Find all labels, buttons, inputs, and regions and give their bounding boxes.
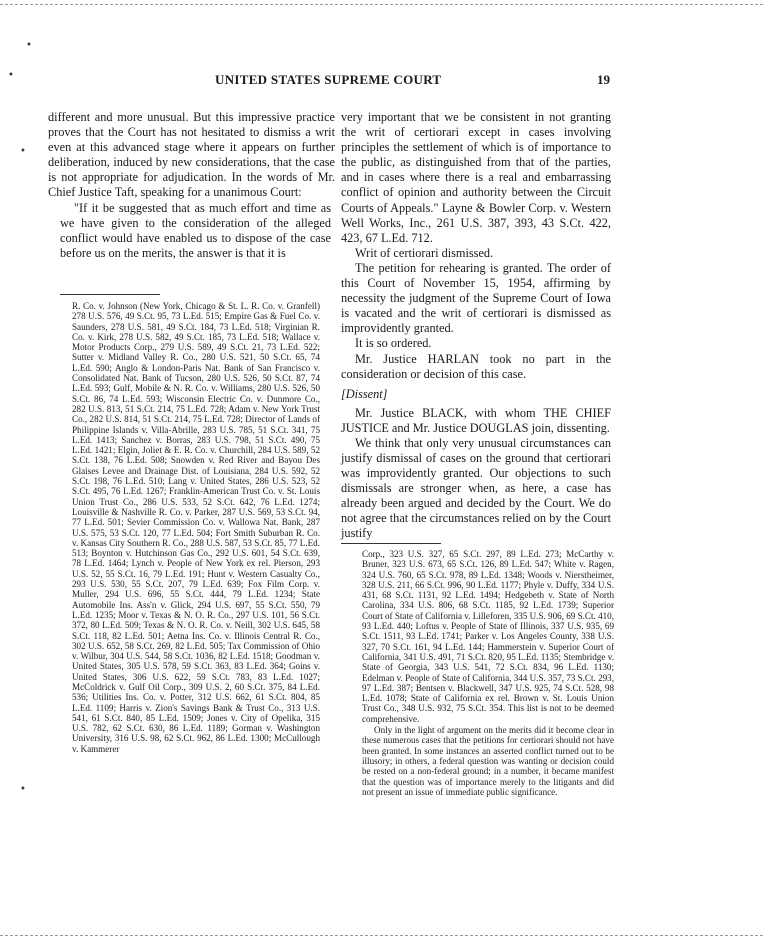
dissent-label: [Dissent] [341,386,388,401]
opinion-paragraph: It is so ordered. [355,336,432,351]
footnote-right-continuation: Only in the light of argument on the merits did it become clear in these numerous cases that the petitions for certiorari should not have been granted. In some instances an asserted conflict turned out to be illusory; in others, a federal question was wanting or decision could be rested on a non-federal ground; in a number, it became manifest that the question was of importance merely to the litigants and did not present an issue of immediate public significance. [362,725,614,797]
dissent-paragraph: We think that only very unusual circumstances can justify dismissal of cases on the ground that certiorari was improvidently granted. Our objections to such dismissals are stronger when, as here, a case has already been argued and decided by the Court. We do not agree that the circumstances relied on by the Court justify [341,435,611,541]
margin-mark: • [8,70,14,81]
margin-mark: • [20,784,26,795]
page-number: 19 [597,72,610,87]
opinion-paragraph: Writ of certiorari dismissed. [355,245,494,260]
right-column [341,110,611,542]
footnote-right-block [362,549,614,797]
margin-mark: • [26,40,32,51]
left-column [48,110,335,261]
footnote-rule [341,543,441,544]
bottom-dashed-border [0,935,763,936]
footnote-rule [60,294,160,295]
opinion-paragraph: very important that we be consistent in not granting the writ of certiorari except in cases involving principles the settlement of which is of importance to the public, as distinguished from that of the parties, and in cases where there is a real and embarrassing conflict of opinion and authority between the Circuit Courts of Appeals." Layne & Bowler Corp. v. Western Well Works, Inc., 261 U.S. 387, 393, 43 S.Ct. 422, 423, 67 L.Ed. 712. [341,110,611,245]
top-dashed-border [0,4,763,5]
running-head: UNITED STATES SUPREME COURT [215,72,442,87]
quotation-paragraph: "If it be suggested that as much effort and time as we have given to the consideration of the alleged conflict would have enabled us to dispose of the case before us on the merits, the answer is that it is [60,200,331,260]
opinion-paragraph: different and more unusual. But this impressive practice proves that the Court has not hesitated to dismiss a writ even at this advanced stage where it appears on further deliberation, induced by new considerations, that the case is not appropriate for adjudication. In the words of Mr. Chief Justice Taft, speaking for a unanimous Court: [48,110,335,200]
page-header [0,72,763,92]
margin-mark: • [20,146,26,157]
footnote-right: Corp., 323 U.S. 327, 65 S.Ct. 297, 89 L.Ed. 273; McCarthy v. Bruner, 323 U.S. 673, 65 S.Ct. 126, 89 L.Ed. 547; White v. Ragen, 324 U.S. 760, 65 S.Ct. 978, 89 L.Ed. 1348; Woods v. Nierstheimer, 328 U.S. 211, 66 S.Ct. 996, 90 L.Ed. 1177; Phyle v. Duffy, 334 U.S. 431, 68 S.Ct. 1131, 92 L.Ed. 1494; Hedgebeth v. State of North Carolina, 334 U.S. 806, 68 S.Ct. 1185, 92 L.Ed. 1739; Superior Court of State of California v. Lilleforen, 335 U.S. 906, 69 S.Ct. 410, 93 L.Ed. 440; Loftus v. People of State of Illinois, 337 U.S. 935, 69 S.Ct. 1511, 93 L.Ed. 1741; Parker v. Los Angeles County, 338 U.S. 327, 70 S.Ct. 161, 94 L.Ed. 144; Hammerstein v. Superior Court of California, 341 U.S. 491, 71 S.Ct. 820, 95 L.Ed. 1135; Stembridge v. State of Georgia, 343 U.S. 541, 72 S.Ct. 834, 96 L.Ed. 1130; Edelman v. People of State of California, 344 U.S. 357, 73 S.Ct. 293, 97 L.Ed. 387; Bentsen v. Blackwell, 347 U.S. 925, 74 S.Ct. 528, 98 L.Ed. 1078; State of California ex rel. Brown v. St. Louis Union Trust Co., 348 U.S. 932, 75 S.Ct. 354. This list is not to be deemed comprehensive. [362,549,614,724]
opinion-paragraph: Mr. Justice HARLAN took no part in the consideration or decision of this case. [341,351,611,381]
opinion-paragraph: The petition for rehearing is granted. The order of this Court of November 15, 1954, affirming by necessity the judgment of the Supreme Court of Iowa is vacated and the writ of certiorari is dismissed as improvidently granted. [341,260,611,336]
dissent-heading: Mr. Justice BLACK, with whom THE CHIEF JUSTICE and Mr. Justice DOUGLAS join, dissenting. [341,405,611,435]
footnote-left: R. Co. v. Johnson (New York, Chicago & St. L. R. Co. v. Granfell) 278 U.S. 576, 49 S.Ct. 95, 73 L.Ed. 515; Empire Gas & Fuel Co. v. Saunders, 278 U.S. 581, 49 S.Ct. 184, 73 L.Ed. 518; Virginian R. Co. v. Kirk, 278 U.S. 582, 49 S.Ct. 185, 73 L.Ed. 518; Wallace v. Motor Products Corp., 279 U.S. 589, 49 S.Ct. 21, 73 L.Ed. 522; Sutter v. Midland Valley R. Co., 280 U.S. 521, 50 S.Ct. 65, 74 L.Ed. 590; Anglo & London-Paris Nat. Bank of San Francisco v. Consolidated Nat. Bank of Tucson, 280 U.S. 526, 50 S.Ct. 87, 74 L.Ed. 593; Gulf, Mobile & N. R. Co. v. Williams, 280 U.S. 526, 50 S.Ct. 86, 74 L.Ed. 593; Wisconsin Electric Co. v. Dunmore Co., 282 U.S. 813, 51 S.Ct. 214, 75 L.Ed. 728; Adam v. New York Trust Co., 282 U.S. 814, 51 S.Ct. 214, 75 L.Ed. 728; Director of Lands of Philippine Islands v. Villa-Abrille, 283 U.S. 785, 51 S.Ct. 341, 75 L.Ed. 1413; Sanchez v. Borras, 283 U.S. 798, 51 S.Ct. 490, 75 L.Ed. 1421; Elgin, Joliet & E. R. Co. v. Churchill, 284 U.S. 589, 52 S.Ct. 138, 76 L.Ed. 508; Snowden v. Red River and Bayou Des Glaises Levee and Drainage Dist. of Louisiana, 284 U.S. 592, 52 S.Ct. 198, 76 L.Ed. 510; Lang v. United States, 286 U.S. 523, 52 S.Ct. 495, 76 L.Ed. 1267; Franklin-American Trust Co. v. St. Louis Union Trust Co., 286 U.S. 533, 52 S.Ct. 642, 76 L.Ed. 1274; Louisville & Nashville R. Co. v. Parker, 287 U.S. 569, 53 S.Ct. 94, 77 L.Ed. 501; Sevier Commission Co. v. Wallowa Nat. Bank, 287 U.S. 575, 53 S.Ct. 120, 77 L.Ed. 504; Fort Smith Suburban R. Co. v. Kansas City Southern R. Co., 288 U.S. 587, 53 S.Ct. 85, 77 L.Ed. 513; Boynton v. Hutchinson Gas Co., 292 U.S. 601, 54 S.Ct. 639, 78 L.Ed. 1464; Lynch v. People of New York ex rel. Pierson, 293 U.S. 52, 55 S.Ct. 16, 79 L.Ed. 191; Hunt v. Western Casualty Co., 293 U.S. 530, 55 S.Ct. 207, 79 L.Ed. 639; Fox Film Corp. v. Muller, 294 U.S. 696, 55 S.Ct. 444, 79 L.Ed. 1234; State Automobile Ins. Ass'n v. Glick, 294 U.S. 697, 55 S.Ct. 550, 79 L.Ed. 1235; Moor v. Texas & N. O. R. Co., 297 U.S. 101, 56 S.Ct. 372, 80 L.Ed. 509; Texas & N. O. R. Co. v. Neill, 302 U.S. 645, 58 S.Ct. 118, 82 L.Ed. 501; Aetna Ins. Co. v. Illinois Central R. Co., 302 U.S. 652, 58 S.Ct. 269, 82 L.Ed. 505; Tax Commission of Ohio v. Wilbur, 304 U.S. 544, 58 S.Ct. 1036, 82 L.Ed. 1518; Goodman v. United States, 305 U.S. 578, 59 S.Ct. 363, 83 L.Ed. 364; Goins v. United States, 306 U.S. 622, 59 S.Ct. 783, 83 L.Ed. 1027; McColdrick v. Gulf Oil Corp., 309 U.S. 2, 60 S.Ct. 375, 84 L.Ed. 536; Utilities Ins. Co. v. Potter, 312 U.S. 662, 61 S.Ct. 804, 85 L.Ed. 1109; Harris v. Zion's Savings Bank & Trust Co., 313 U.S. 541, 61 S.Ct. 840, 85 L.Ed. 1509; Jones v. City of Opelika, 315 U.S. 782, 62 S.Ct. 630, 86 L.Ed. 1189; Gorman v. Washington University, 316 U.S. 98, 62 S.Ct. 962, 86 L.Ed. 1300; McCullough v. Kammerer [72,301,320,754]
